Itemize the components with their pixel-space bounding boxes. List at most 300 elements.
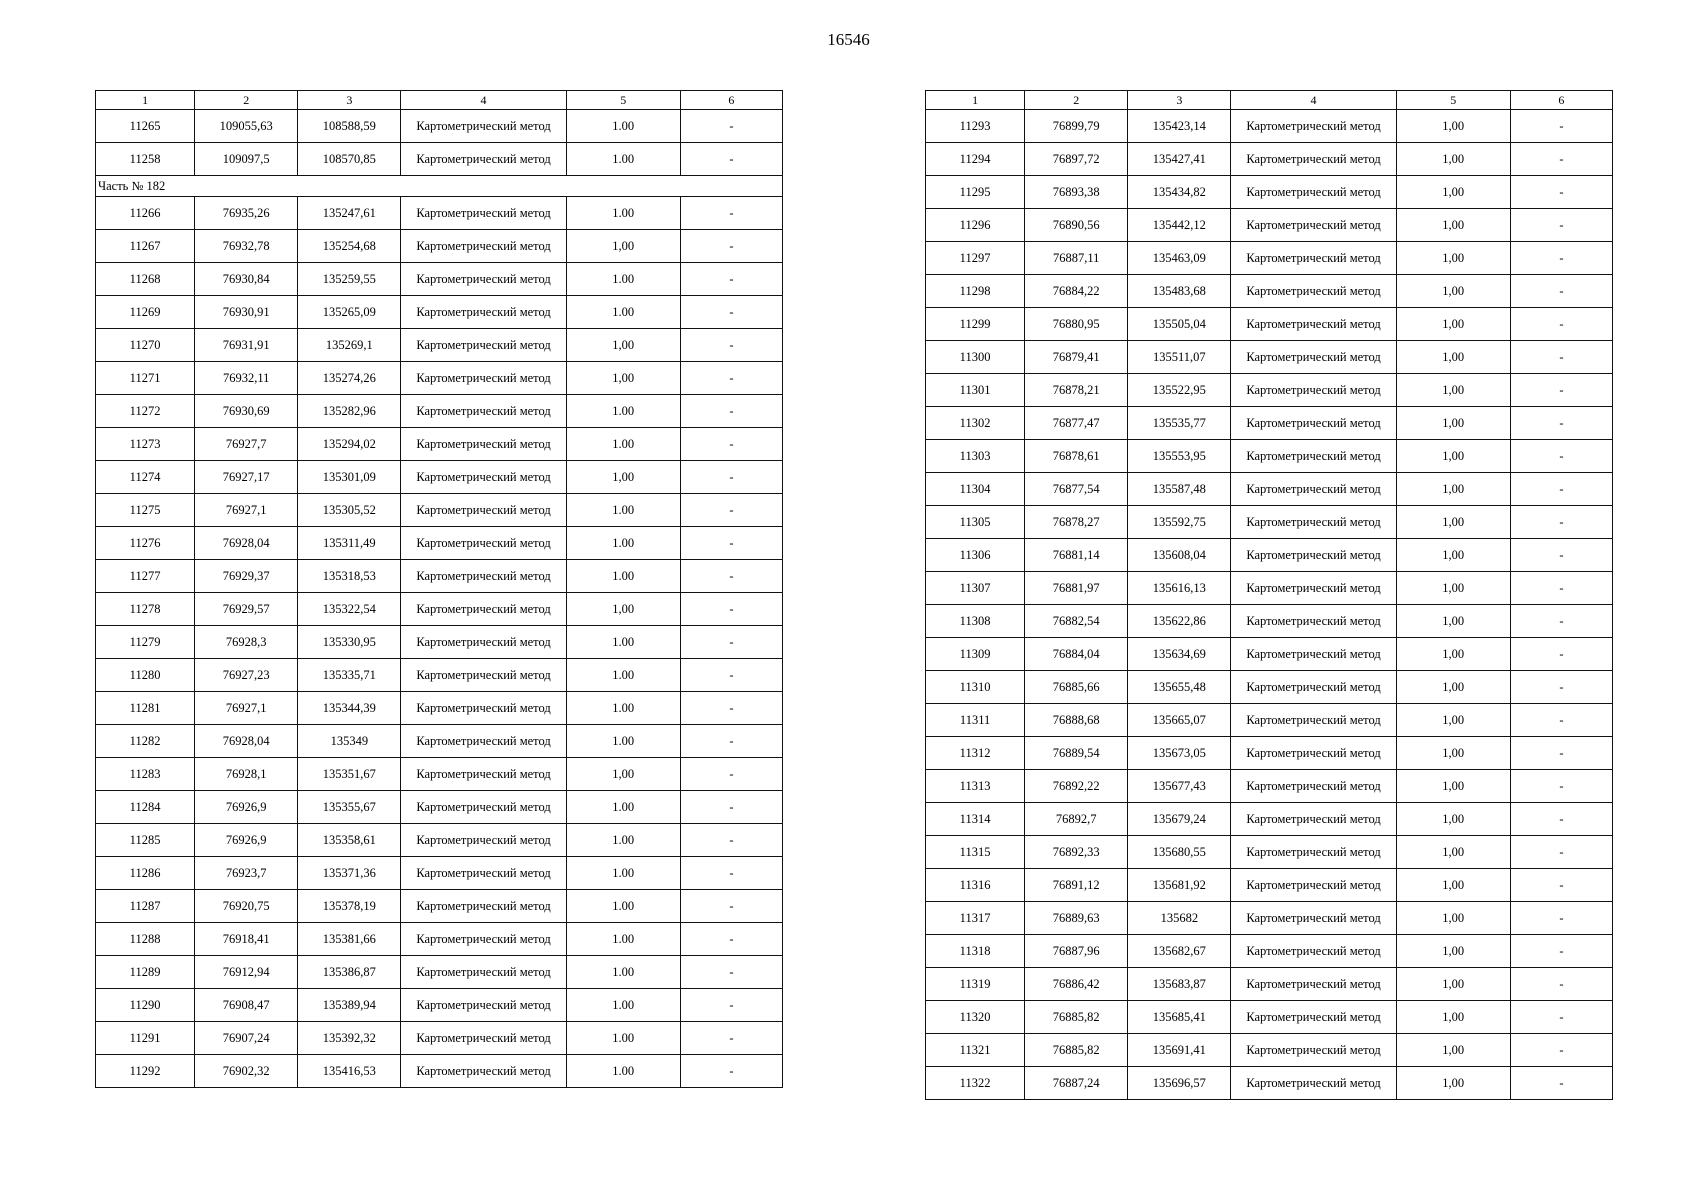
accuracy-cell: 1,00 [1396,737,1510,770]
description-cell: - [680,1055,782,1088]
method-cell: Картометрический метод [401,395,566,428]
method-cell: Картометрический метод [401,890,566,923]
part-label: Часть № 182 [96,176,783,197]
accuracy-cell: 1,00 [566,461,680,494]
point-number-cell: 11307 [926,572,1025,605]
accuracy-cell: 1,00 [1396,539,1510,572]
column-header-6: 6 [1510,91,1612,110]
accuracy-cell: 1.00 [566,857,680,890]
point-number-cell: 11294 [926,143,1025,176]
point-number-cell: 11311 [926,704,1025,737]
description-cell: - [680,560,782,593]
accuracy-cell: 1,00 [566,593,680,626]
x-coordinate-cell: 76930,69 [195,395,298,428]
x-coordinate-cell: 76885,82 [1025,1001,1128,1034]
point-number-cell: 11295 [926,176,1025,209]
accuracy-cell: 1.00 [566,989,680,1022]
method-cell: Картометрический метод [401,230,566,263]
accuracy-cell: 1,00 [1396,1034,1510,1067]
description-cell: - [1510,1067,1612,1100]
y-coordinate-cell: 135254,68 [298,230,401,263]
method-cell: Картометрический метод [401,560,566,593]
y-coordinate-cell: 135381,66 [298,923,401,956]
x-coordinate-cell: 76899,79 [1025,110,1128,143]
table-row [926,1001,1613,1034]
description-cell: - [1510,242,1612,275]
point-number-cell: 11304 [926,473,1025,506]
x-coordinate-cell: 109097,5 [195,143,298,176]
point-number-cell: 11269 [96,296,195,329]
y-coordinate-cell: 135696,57 [1128,1067,1231,1100]
y-coordinate-cell: 135311,49 [298,527,401,560]
description-cell: - [680,659,782,692]
description-cell: - [1510,176,1612,209]
x-coordinate-cell: 76932,78 [195,230,298,263]
table-row [96,659,783,692]
description-cell: - [1510,902,1612,935]
y-coordinate-cell: 135351,67 [298,758,401,791]
method-cell: Картометрический метод [1231,671,1396,704]
accuracy-cell: 1,00 [1396,176,1510,209]
description-cell: - [680,791,782,824]
point-number-cell: 11319 [926,968,1025,1001]
column-header-2: 2 [1025,91,1128,110]
table-row [926,407,1613,440]
y-coordinate-cell: 135679,24 [1128,803,1231,836]
point-number-cell: 11276 [96,527,195,560]
method-cell: Картометрический метод [1231,341,1396,374]
x-coordinate-cell: 76927,1 [195,494,298,527]
x-coordinate-cell: 76928,04 [195,725,298,758]
accuracy-cell: 1,00 [1396,143,1510,176]
x-coordinate-cell: 76880,95 [1025,308,1128,341]
y-coordinate-cell: 135318,53 [298,560,401,593]
description-cell: - [1510,638,1612,671]
table-row [926,1067,1613,1100]
point-number-cell: 11312 [926,737,1025,770]
point-number-cell: 11287 [96,890,195,923]
method-cell: Картометрический метод [401,692,566,725]
accuracy-cell: 1.00 [566,890,680,923]
method-cell: Картометрический метод [401,725,566,758]
table-row [926,110,1613,143]
description-cell: - [1510,143,1612,176]
table-row [926,770,1613,803]
y-coordinate-cell: 108570,85 [298,143,401,176]
method-cell: Картометрический метод [1231,473,1396,506]
point-number-cell: 11290 [96,989,195,1022]
y-coordinate-cell: 135392,32 [298,1022,401,1055]
method-cell: Картометрический метод [401,428,566,461]
description-cell: - [1510,374,1612,407]
description-cell: - [680,263,782,296]
accuracy-cell: 1.00 [566,395,680,428]
table-row [96,263,783,296]
y-coordinate-cell: 108588,59 [298,110,401,143]
x-coordinate-cell: 76902,32 [195,1055,298,1088]
y-coordinate-cell: 135682 [1128,902,1231,935]
method-cell: Картометрический метод [401,263,566,296]
table-row [926,671,1613,704]
x-coordinate-cell: 76877,47 [1025,407,1128,440]
table-row [96,461,783,494]
y-coordinate-cell: 135386,87 [298,956,401,989]
point-number-cell: 11301 [926,374,1025,407]
accuracy-cell: 1,00 [1396,836,1510,869]
method-cell: Картометрический метод [401,143,566,176]
table-row [96,626,783,659]
y-coordinate-cell: 135673,05 [1128,737,1231,770]
point-number-cell: 11280 [96,659,195,692]
table-row [96,857,783,890]
point-number-cell: 11308 [926,605,1025,638]
accuracy-cell: 1,00 [1396,704,1510,737]
accuracy-cell: 1.00 [566,1022,680,1055]
point-number-cell: 11309 [926,638,1025,671]
table-row [926,539,1613,572]
accuracy-cell: 1.00 [566,296,680,329]
table-row [96,758,783,791]
column-header-3: 3 [298,91,401,110]
accuracy-cell: 1.00 [566,110,680,143]
point-number-cell: 11317 [926,902,1025,935]
column-header-1: 1 [926,91,1025,110]
point-number-cell: 11322 [926,1067,1025,1100]
point-number-cell: 11298 [926,275,1025,308]
y-coordinate-cell: 135344,39 [298,692,401,725]
point-number-cell: 11321 [926,1034,1025,1067]
method-cell: Картометрический метод [401,989,566,1022]
coordinates-table-left [95,90,783,1088]
accuracy-cell: 1,00 [1396,1067,1510,1100]
y-coordinate-cell: 135274,26 [298,362,401,395]
table-row [926,803,1613,836]
description-cell: - [680,197,782,230]
method-cell: Картометрический метод [401,857,566,890]
column-header-4: 4 [1231,91,1396,110]
table-row [926,935,1613,968]
x-coordinate-cell: 76907,24 [195,1022,298,1055]
table-row [926,176,1613,209]
method-cell: Картометрический метод [401,527,566,560]
point-number-cell: 11286 [96,857,195,890]
description-cell: - [1510,275,1612,308]
x-coordinate-cell: 76927,7 [195,428,298,461]
point-number-cell: 11274 [96,461,195,494]
table-row [96,110,783,143]
description-cell: - [1510,803,1612,836]
description-cell: - [680,692,782,725]
method-cell: Картометрический метод [1231,770,1396,803]
y-coordinate-cell: 135535,77 [1128,407,1231,440]
table-row [926,704,1613,737]
point-number-cell: 11285 [96,824,195,857]
point-number-cell: 11281 [96,692,195,725]
table-row [926,605,1613,638]
point-number-cell: 11273 [96,428,195,461]
accuracy-cell: 1,00 [1396,407,1510,440]
table-row [96,692,783,725]
x-coordinate-cell: 76878,27 [1025,506,1128,539]
accuracy-cell: 1,00 [566,329,680,362]
description-cell: - [680,362,782,395]
x-coordinate-cell: 76888,68 [1025,704,1128,737]
x-coordinate-cell: 76885,82 [1025,1034,1128,1067]
point-number-cell: 11314 [926,803,1025,836]
accuracy-cell: 1,00 [1396,341,1510,374]
table-row [96,725,783,758]
point-number-cell: 11318 [926,935,1025,968]
y-coordinate-cell: 135685,41 [1128,1001,1231,1034]
description-cell: - [680,593,782,626]
accuracy-cell: 1,00 [1396,605,1510,638]
description-cell: - [680,143,782,176]
y-coordinate-cell: 135259,55 [298,263,401,296]
accuracy-cell: 1.00 [566,197,680,230]
accuracy-cell: 1,00 [1396,110,1510,143]
table-row [926,572,1613,605]
method-cell: Картометрический метод [1231,407,1396,440]
method-cell: Картометрический метод [401,494,566,527]
y-coordinate-cell: 135505,04 [1128,308,1231,341]
description-cell: - [680,428,782,461]
table-row [96,890,783,923]
y-coordinate-cell: 135511,07 [1128,341,1231,374]
accuracy-cell: 1,00 [1396,572,1510,605]
method-cell: Картометрический метод [1231,308,1396,341]
description-cell: - [1510,836,1612,869]
x-coordinate-cell: 76884,22 [1025,275,1128,308]
point-number-cell: 11306 [926,539,1025,572]
description-cell: - [1510,110,1612,143]
accuracy-cell: 1,00 [1396,968,1510,1001]
y-coordinate-cell: 135378,19 [298,890,401,923]
point-number-cell: 11305 [926,506,1025,539]
description-cell: - [1510,935,1612,968]
description-cell: - [680,527,782,560]
accuracy-cell: 1.00 [566,494,680,527]
point-number-cell: 11258 [96,143,195,176]
method-cell: Картометрический метод [401,791,566,824]
x-coordinate-cell: 76930,91 [195,296,298,329]
description-cell: - [680,1022,782,1055]
y-coordinate-cell: 135677,43 [1128,770,1231,803]
table-row [96,824,783,857]
point-number-cell: 11315 [926,836,1025,869]
method-cell: Картометрический метод [401,956,566,989]
x-coordinate-cell: 76927,1 [195,692,298,725]
y-coordinate-cell: 135371,36 [298,857,401,890]
method-cell: Картометрический метод [1231,242,1396,275]
accuracy-cell: 1,00 [1396,869,1510,902]
y-coordinate-cell: 135389,94 [298,989,401,1022]
y-coordinate-cell: 135355,67 [298,791,401,824]
point-number-cell: 11292 [96,1055,195,1088]
table-row [96,143,783,176]
point-number-cell: 11316 [926,869,1025,902]
x-coordinate-cell: 76879,41 [1025,341,1128,374]
accuracy-cell: 1,00 [1396,209,1510,242]
x-coordinate-cell: 76927,17 [195,461,298,494]
description-cell: - [680,230,782,263]
description-cell: - [1510,770,1612,803]
x-coordinate-cell: 76892,7 [1025,803,1128,836]
point-number-cell: 11302 [926,407,1025,440]
x-coordinate-cell: 76897,72 [1025,143,1128,176]
table-row [926,209,1613,242]
x-coordinate-cell: 76929,57 [195,593,298,626]
accuracy-cell: 1,00 [566,362,680,395]
method-cell: Картометрический метод [1231,1067,1396,1100]
y-coordinate-cell: 135322,54 [298,593,401,626]
description-cell: - [1510,572,1612,605]
x-coordinate-cell: 76928,04 [195,527,298,560]
method-cell: Картометрический метод [401,923,566,956]
description-cell: - [680,890,782,923]
description-cell: - [680,758,782,791]
point-number-cell: 11268 [96,263,195,296]
point-number-cell: 11275 [96,494,195,527]
accuracy-cell: 1,00 [1396,374,1510,407]
method-cell: Картометрический метод [1231,572,1396,605]
accuracy-cell: 1,00 [1396,473,1510,506]
method-cell: Картометрический метод [1231,968,1396,1001]
method-cell: Картометрический метод [1231,638,1396,671]
table-row [96,1022,783,1055]
description-cell: - [1510,671,1612,704]
description-cell: - [680,857,782,890]
column-header-4: 4 [401,91,566,110]
accuracy-cell: 1.00 [566,626,680,659]
table-row [96,989,783,1022]
x-coordinate-cell: 76877,54 [1025,473,1128,506]
method-cell: Картометрический метод [1231,605,1396,638]
table-row [96,230,783,263]
x-coordinate-cell: 76928,1 [195,758,298,791]
point-number-cell: 11272 [96,395,195,428]
table-row [926,275,1613,308]
accuracy-cell: 1,00 [1396,935,1510,968]
method-cell: Картометрический метод [1231,704,1396,737]
table-row [96,956,783,989]
accuracy-cell: 1.00 [566,824,680,857]
accuracy-cell: 1,00 [1396,770,1510,803]
y-coordinate-cell: 135634,69 [1128,638,1231,671]
point-number-cell: 11270 [96,329,195,362]
description-cell: - [1510,308,1612,341]
x-coordinate-cell: 76908,47 [195,989,298,1022]
y-coordinate-cell: 135442,12 [1128,209,1231,242]
method-cell: Картометрический метод [1231,176,1396,209]
y-coordinate-cell: 135553,95 [1128,440,1231,473]
point-number-cell: 11299 [926,308,1025,341]
y-coordinate-cell: 135301,09 [298,461,401,494]
x-coordinate-cell: 76926,9 [195,791,298,824]
method-cell: Картометрический метод [1231,1034,1396,1067]
y-coordinate-cell: 135691,41 [1128,1034,1231,1067]
method-cell: Картометрический метод [1231,275,1396,308]
x-coordinate-cell: 76918,41 [195,923,298,956]
point-number-cell: 11293 [926,110,1025,143]
table-row [96,1055,783,1088]
x-coordinate-cell: 76885,66 [1025,671,1128,704]
description-cell: - [1510,737,1612,770]
description-cell: - [680,461,782,494]
y-coordinate-cell: 135665,07 [1128,704,1231,737]
point-number-cell: 11265 [96,110,195,143]
y-coordinate-cell: 135587,48 [1128,473,1231,506]
table-row [926,638,1613,671]
method-cell: Картометрический метод [1231,143,1396,176]
table-row [96,923,783,956]
accuracy-cell: 1,00 [1396,803,1510,836]
table-row [96,527,783,560]
point-number-cell: 11320 [926,1001,1025,1034]
y-coordinate-cell: 135282,96 [298,395,401,428]
x-coordinate-cell: 76886,42 [1025,968,1128,1001]
method-cell: Картометрический метод [1231,1001,1396,1034]
accuracy-cell: 1,00 [1396,275,1510,308]
column-header-2: 2 [195,91,298,110]
accuracy-cell: 1.00 [566,692,680,725]
description-cell: - [1510,869,1612,902]
point-number-cell: 11283 [96,758,195,791]
method-cell: Картометрический метод [401,626,566,659]
accuracy-cell: 1,00 [1396,506,1510,539]
table-row [926,506,1613,539]
description-cell: - [680,725,782,758]
table-row [926,341,1613,374]
table-row [926,1034,1613,1067]
description-cell: - [1510,968,1612,1001]
description-cell: - [680,329,782,362]
x-coordinate-cell: 76932,11 [195,362,298,395]
y-coordinate-cell: 135269,1 [298,329,401,362]
column-header-5: 5 [1396,91,1510,110]
point-number-cell: 11313 [926,770,1025,803]
table-row [96,593,783,626]
y-coordinate-cell: 135423,14 [1128,110,1231,143]
method-cell: Картометрический метод [401,659,566,692]
method-cell: Картометрический метод [401,362,566,395]
y-coordinate-cell: 135483,68 [1128,275,1231,308]
method-cell: Картометрический метод [401,593,566,626]
point-number-cell: 11303 [926,440,1025,473]
y-coordinate-cell: 135335,71 [298,659,401,692]
page-number: 16546 [827,30,870,49]
y-coordinate-cell: 135681,92 [1128,869,1231,902]
y-coordinate-cell: 135616,13 [1128,572,1231,605]
description-cell: - [1510,209,1612,242]
method-cell: Картометрический метод [1231,935,1396,968]
x-coordinate-cell: 76931,91 [195,329,298,362]
column-header-6: 6 [680,91,782,110]
x-coordinate-cell: 76923,7 [195,857,298,890]
accuracy-cell: 1,00 [1396,440,1510,473]
accuracy-cell: 1,00 [1396,1001,1510,1034]
point-number-cell: 11300 [926,341,1025,374]
accuracy-cell: 1.00 [566,428,680,461]
table-row [926,440,1613,473]
method-cell: Картометрический метод [401,329,566,362]
point-number-cell: 11284 [96,791,195,824]
method-cell: Картометрический метод [1231,209,1396,242]
table-row [96,494,783,527]
table-row [96,791,783,824]
y-coordinate-cell: 135608,04 [1128,539,1231,572]
point-number-cell: 11282 [96,725,195,758]
table-row [926,473,1613,506]
